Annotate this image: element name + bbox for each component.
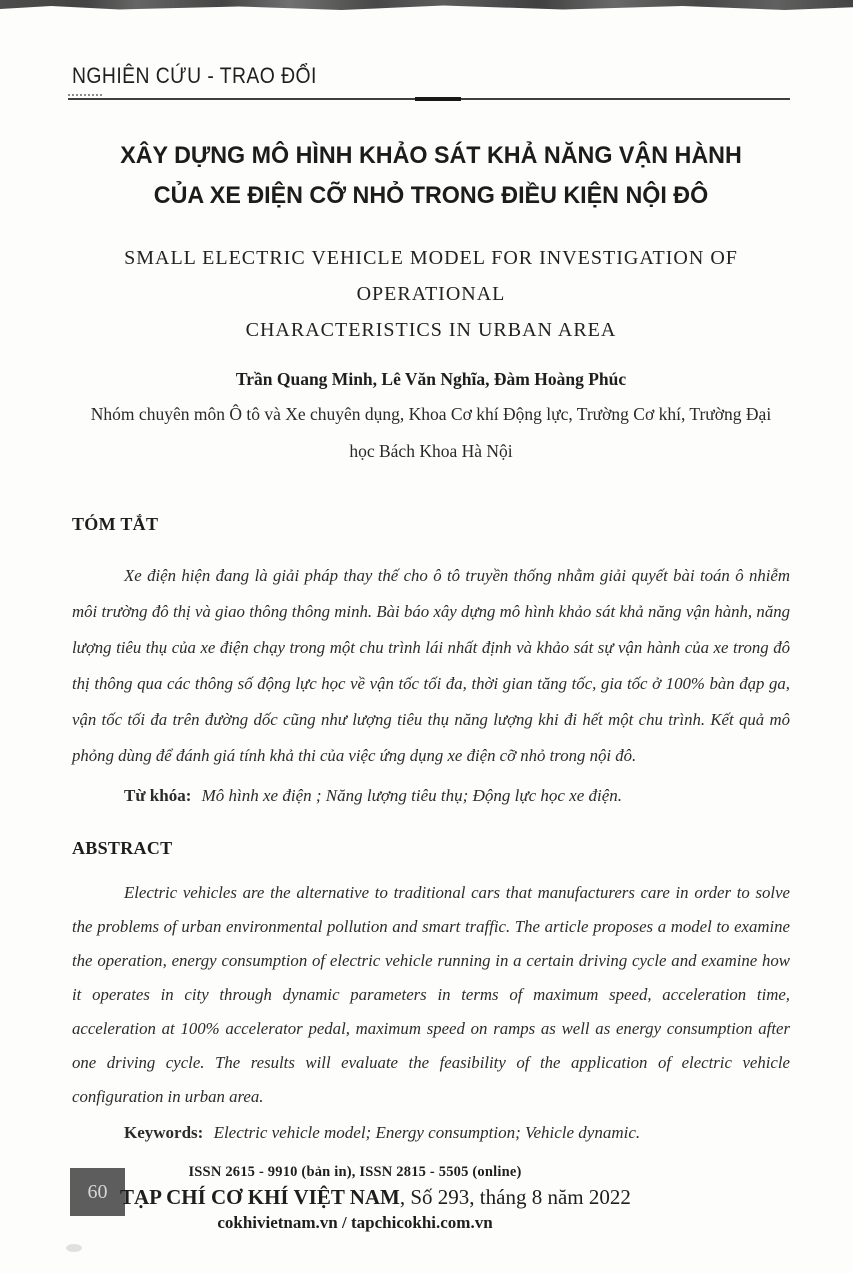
keywords-line-vi: [72, 778, 790, 814]
journal-issue-line: [120, 1184, 631, 1211]
keywords-text-vi: Mô hình xe điện ; Năng lượng tiêu thụ; Động lực học xe điện.: [201, 786, 623, 805]
section-kicker: NGHIÊN CỨU - TRAO ĐỔI: [72, 63, 317, 88]
header-rule: [68, 98, 790, 100]
title-en-line-1: SMALL ELECTRIC VEHICLE MODEL FOR INVESTIGATION OF OPERATIONAL: [124, 247, 738, 305]
scan-artifact-smudge: [66, 1244, 82, 1252]
abstract-body-en: Electric vehicles are the alternative to traditional cars that manufacturers care in order to solve the problems of urban environmental pollution and smart traffic. The article proposes a model to examine the operation, energy consumption of electric vehicle running in a certain driving cycle and examine how it operates in city through dynamic parameters in terms of maximum speed, acceleration time, acceleration at 100% accelerator pedal, maximum speed on ramps as well as energy consumption after one driving cycle. The results will evaluate the feasibility of the application of electric vehicle configuration in urban area.: [72, 883, 790, 1106]
journal-websites: cokhivietnam.vn / tapchicokhi.com.vn: [217, 1213, 493, 1232]
page-content: [0, 62, 853, 1150]
article-title-english: [72, 240, 790, 348]
affiliation-line-2: học Bách Khoa Hà Nội: [349, 441, 513, 461]
keywords-line-en: [72, 1116, 790, 1150]
page-number-box: [70, 1168, 125, 1216]
summary-heading-vi: TÓM TẮT: [72, 514, 159, 534]
journal-name: TẠP CHÍ CƠ KHÍ VIỆT NAM: [120, 1185, 400, 1209]
keywords-label-en: Keywords:: [124, 1123, 204, 1142]
title-vi-line-2: CỦA XE ĐIỆN CỠ NHỎ TRONG ĐIỀU KIỆN NỘI ĐÔ: [153, 182, 709, 209]
scan-artifact-top-band: [0, 0, 853, 10]
title-en-line-2: CHARACTERISTICS IN URBAN AREA: [245, 319, 617, 341]
summary-body-vi: Xe điện hiện đang là giải pháp thay thế cho ô tô truyền thống nhằm giải quyết bài toán ô nhiễm môi trường đô thị và giao thông thông minh. Bài báo xây dựng mô hình khảo sát khả năng vận hành, năng lượng tiêu thụ của xe điện chạy trong một chu trình lái nhất định và khảo sát sự vận hành của xe trong đô thị thông qua các thông số động lực học về vận tốc tối đa, thời gian tăng tốc, gia tốc ở 100% bàn đạp ga, vận tốc tối đa trên đường dốc cũng như lượng tiêu thụ năng lượng khi đi hết một chu trình. Kết quả mô phỏng dùng để đánh giá tính khả thi của việc ứng dụng xe điện cỡ nhỏ trong nội đô.: [72, 566, 790, 765]
abstract-heading-en: ABSTRACT: [72, 838, 173, 858]
affiliation-line-1: Nhóm chuyên môn Ô tô và Xe chuyên dụng, Khoa Cơ khí Động lực, Trường Cơ khí, Trường Đại: [90, 404, 772, 424]
keywords-text-en: Electric vehicle model; Energy consumption; Vehicle dynamic.: [213, 1123, 641, 1142]
author-list: Trần Quang Minh, Lê Văn Nghĩa, Đàm Hoàng Phúc: [235, 369, 627, 389]
title-vi-line-1: XÂY DỰNG MÔ HÌNH KHẢO SÁT KHẢ NĂNG VẬN HÀNH: [120, 142, 742, 169]
author-affiliation: [72, 396, 790, 470]
page-footer: [0, 1160, 853, 1273]
keywords-label-vi: Từ khóa:: [124, 786, 192, 805]
page-number: 60: [87, 1180, 108, 1203]
footer-imprint: [120, 1162, 631, 1234]
issn-line: ISSN 2615 - 9910 (bản in), ISSN 2815 - 5505 (online): [188, 1164, 522, 1180]
issue-info: , Số 293, tháng 8 năm 2022: [399, 1185, 631, 1209]
article-title-vietnamese: [83, 136, 779, 216]
